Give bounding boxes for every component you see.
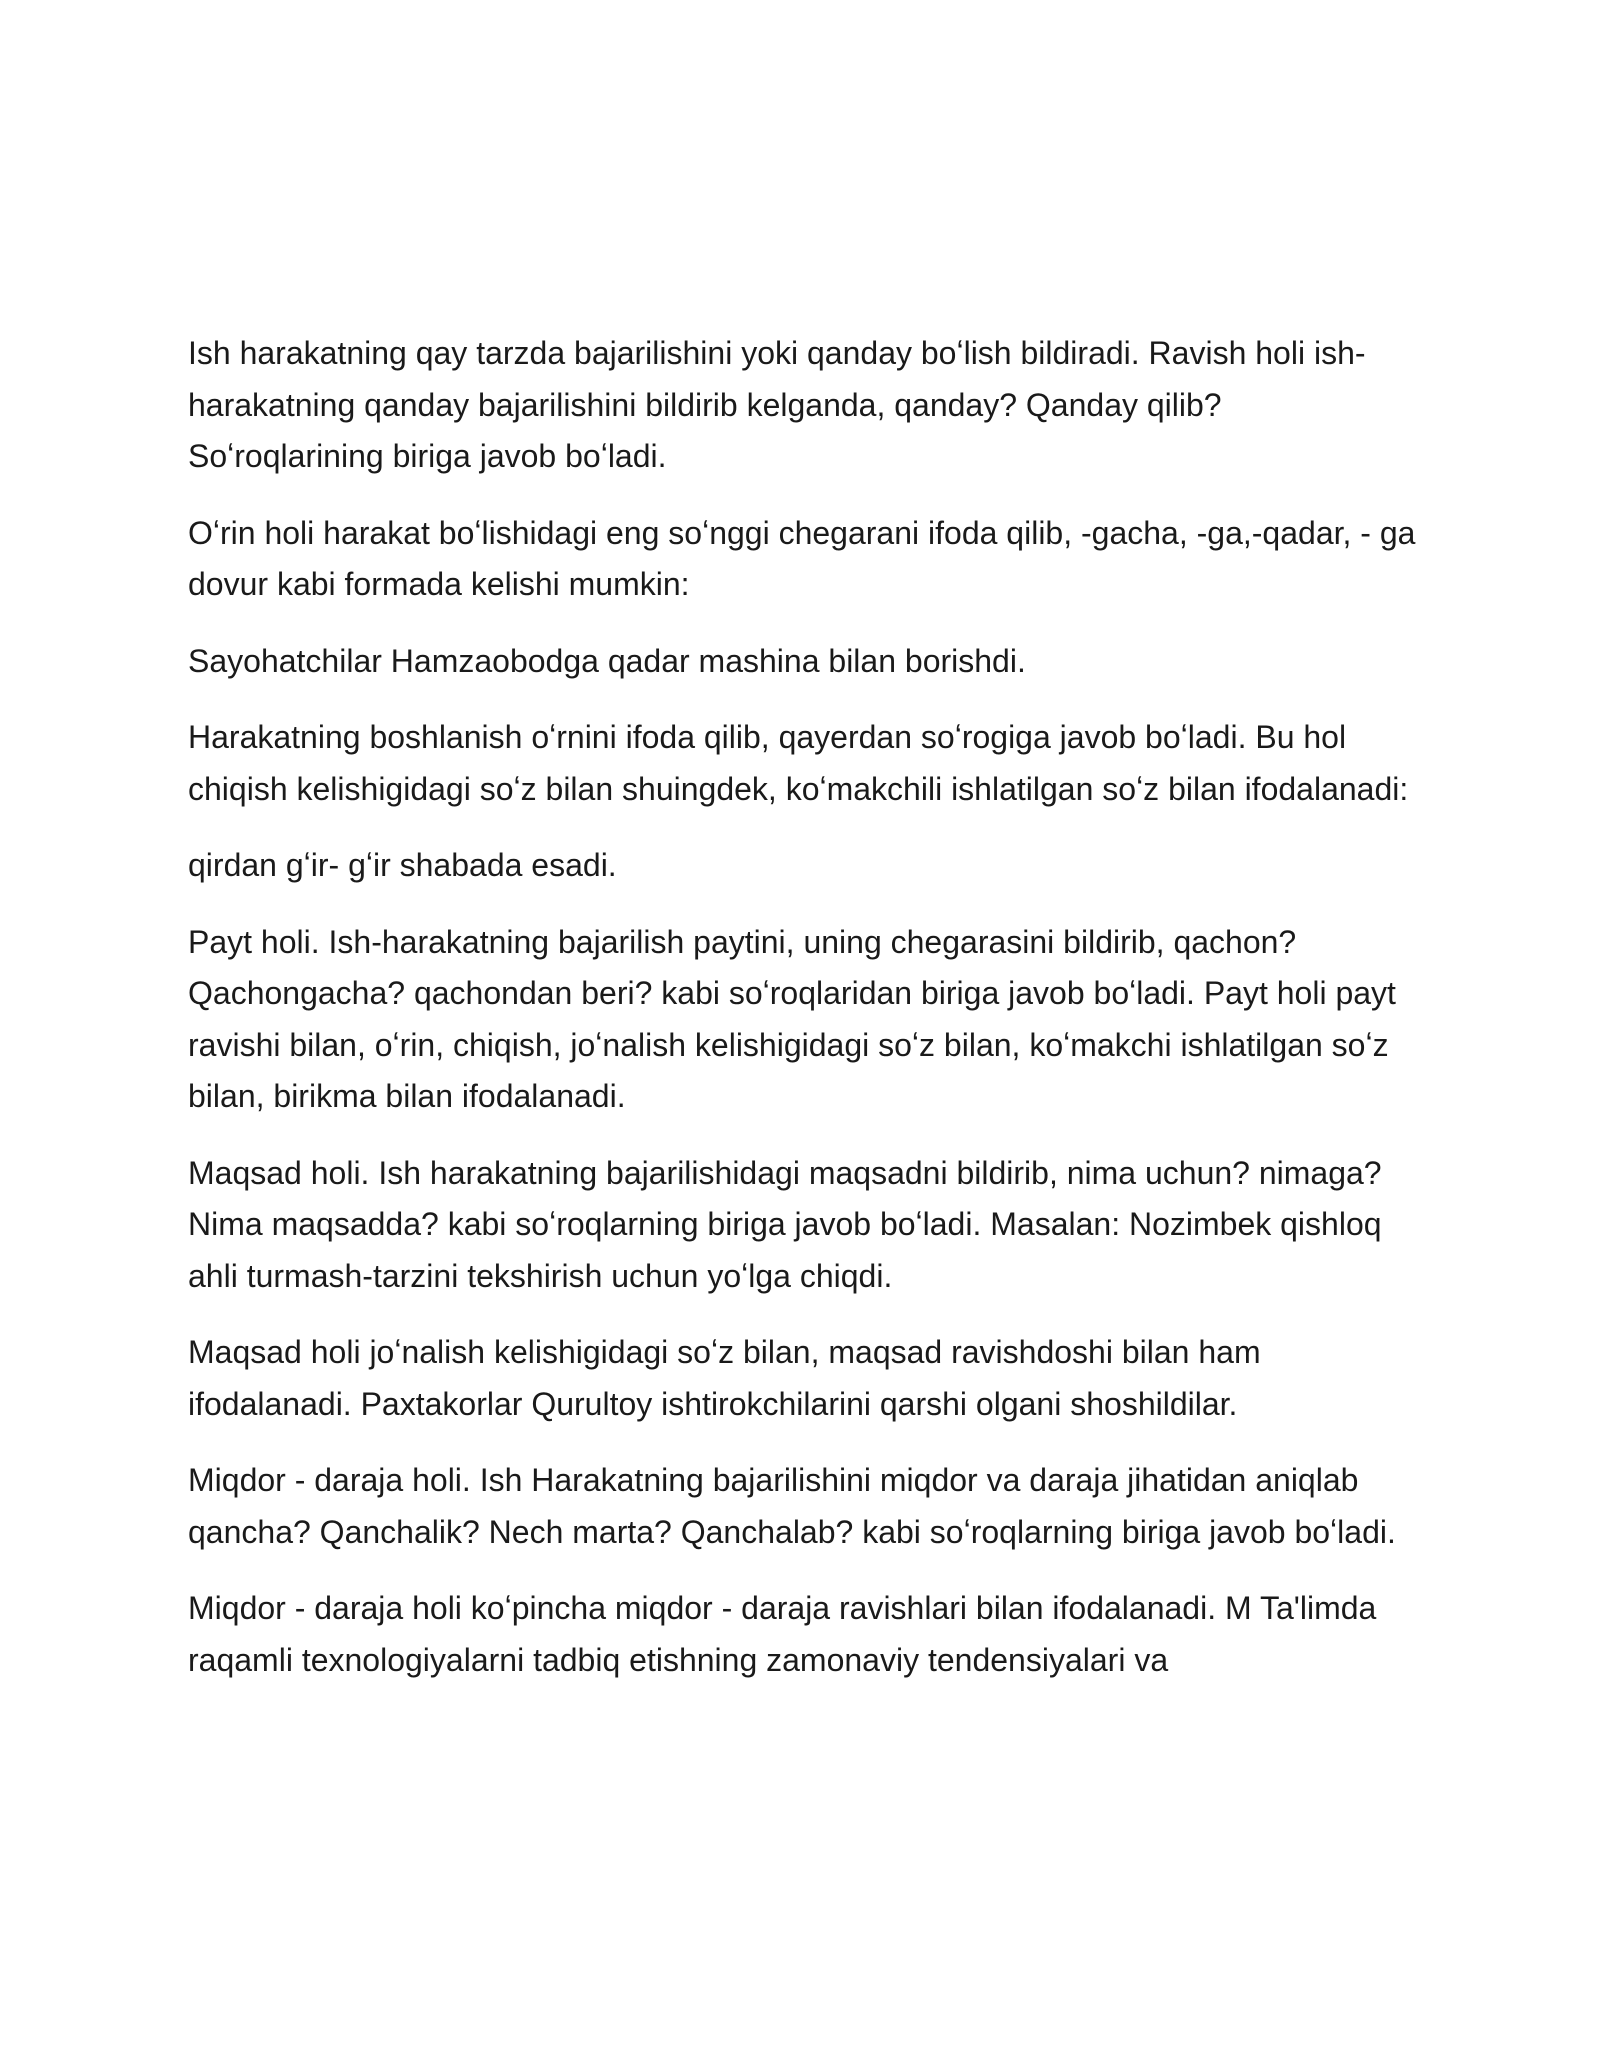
paragraph-maqsad-holi: Maqsad holi. Ish harakatning bajarilishidagi maqsadni bildirib, nima uchun? nimaga? Nima maqsadda? kabi soʻroqlarning biriga javob boʻladi. Masalan: Nozimbek qishloq ahli turmash-tarzini tekshirish uchun yoʻlga chiqdi.: [188, 1154, 1382, 1294]
paragraph-payt-holi: Payt holi. Ish-harakatning bajarilish paytini, uning chegarasini bildirib, qachon? Qachongacha? qachondan beri? kabi soʻroqlaridan biriga javob boʻladi. Payt holi payt ravishi bilan, oʻrin, chiqish, joʻnalish kelishigidagi soʻz bilan, koʻmakchi ishlatilgan soʻz bilan, birikma bilan ifodalanadi.: [188, 923, 1396, 1114]
paragraph-maqsad-holi-ifoda: Maqsad holi joʻnalish kelishigidagi soʻz bilan, maqsad ravishdoshi bilan ham ifodalanadi. Paxtakorlar Qurultoy ishtirokchilarini qarshi olgani shoshildilar.: [188, 1334, 1261, 1422]
paragraph-example-sayohatchilar: Sayohatchilar Hamzaobodga qadar mashina bilan borishdi.: [188, 642, 1026, 679]
paragraph-miqdor-daraja-ifoda: Miqdor - daraja holi koʻpincha miqdor - daraja ravishlari bilan ifodalanadi. M Ta'limda raqamli texnologiyalarni tadbiq etishning zamonaviy tendensiyalari va: [188, 1590, 1377, 1678]
document-body: [188, 328, 1423, 1711]
paragraph-miqdor-daraja-holi: Miqdor - daraja holi. Ish Harakatning bajarilishini miqdor va daraja jihatidan aniqlab qancha? Qanchalik? Nech marta? Qanchalab? kabi soʻroqlarning biriga javob boʻladi.: [188, 1462, 1396, 1550]
paragraph-example-qirdan: qirdan gʻir- gʻir shabada esadi.: [188, 847, 617, 883]
paragraph-boshlanish-orni: Harakatning boshlanish oʻrnini ifoda qilib, qayerdan soʻrogiga javob boʻladi. Bu hol chiqish kelishigidagi soʻz bilan shuingdek, koʻmakchili ishlatilgan soʻz bilan ifodalanadi:: [188, 719, 1409, 807]
paragraph-orin-holi: Oʻrin holi harakat boʻlishidagi eng soʻnggi chegarani ifoda qilib, -gacha, -ga,-qadar, - ga dovur kabi formada kelishi mumkin:: [188, 514, 1416, 602]
paragraph-ravish-holi: Ish harakatning qay tarzda bajarilishini yoki qanday boʻlish bildiradi. Ravish holi ish-harakatning qanday bajarilishini bildirib kelganda, qanday? Qanday qilib? Soʻroqlarining biriga javob boʻladi.: [188, 335, 1366, 474]
